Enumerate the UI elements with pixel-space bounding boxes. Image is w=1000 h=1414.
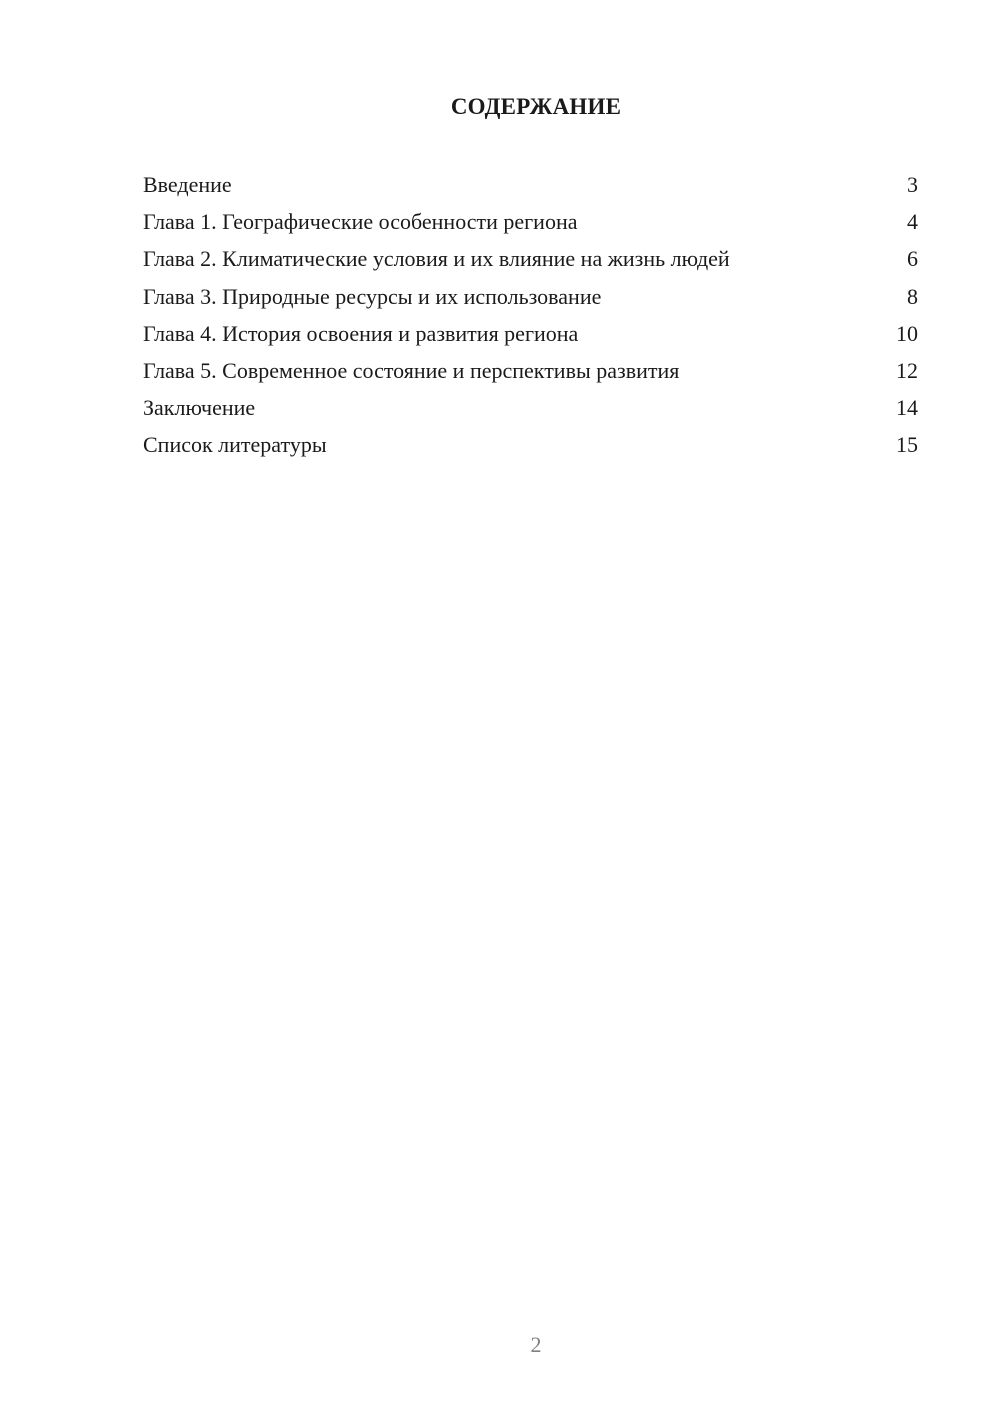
toc-entry-chapter-1[interactable] bbox=[143, 203, 918, 240]
toc-entry-label: Список литературы bbox=[143, 432, 327, 458]
toc-entry-page: 8 bbox=[907, 283, 918, 309]
toc-entry-page: 12 bbox=[896, 357, 918, 383]
toc-entry-label: Заключение bbox=[143, 395, 256, 421]
toc-entry-label: Глава 4. История освоения и развития региона bbox=[143, 320, 579, 346]
toc-entry-page: 3 bbox=[907, 172, 918, 197]
table-of-contents bbox=[143, 166, 918, 464]
toc-entry-page: 10 bbox=[896, 320, 918, 346]
toc-entry-chapter-2[interactable] bbox=[143, 240, 918, 277]
toc-entry-page: 14 bbox=[896, 395, 918, 421]
toc-entry-label: Введение bbox=[143, 172, 232, 197]
page-title: СОДЕРЖАНИЕ bbox=[450, 94, 622, 119]
toc-entry-label: Глава 3. Природные ресурсы и их использование bbox=[143, 283, 602, 309]
toc-entry-introduction[interactable] bbox=[143, 166, 918, 203]
toc-entry-chapter-4[interactable] bbox=[143, 315, 918, 352]
toc-entry-chapter-5[interactable] bbox=[143, 352, 918, 389]
page-number: 2 bbox=[530, 1332, 542, 1357]
toc-entry-page: 15 bbox=[896, 432, 918, 458]
toc-entry-references[interactable] bbox=[143, 426, 918, 463]
toc-entry-page: 4 bbox=[907, 209, 918, 235]
toc-entry-label: Глава 5. Современное состояние и перспективы развития bbox=[143, 357, 680, 383]
toc-entry-chapter-3[interactable] bbox=[143, 278, 918, 315]
toc-entry-conclusion[interactable] bbox=[143, 389, 918, 426]
toc-entry-page: 6 bbox=[907, 246, 918, 272]
toc-entry-label: Глава 2. Климатические условия и их влияние на жизнь людей bbox=[143, 246, 730, 272]
toc-entry-label: Глава 1. Географические особенности региона bbox=[143, 209, 578, 235]
